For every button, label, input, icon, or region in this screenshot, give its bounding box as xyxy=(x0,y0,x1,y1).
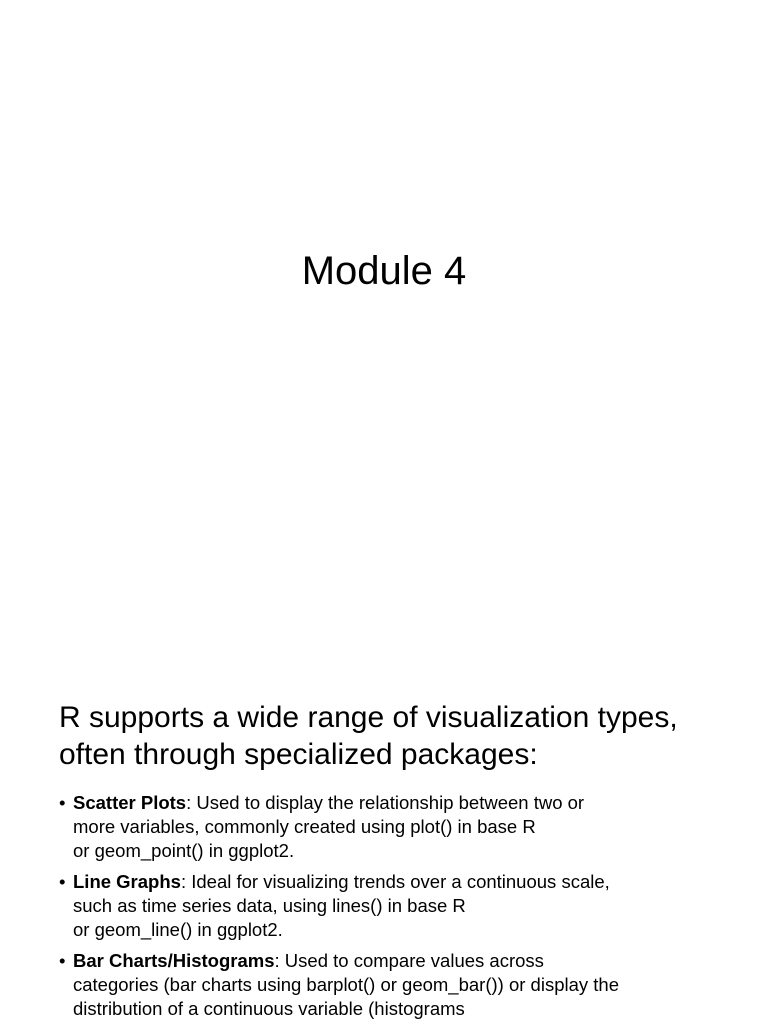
slide-title: Module 4 xyxy=(301,249,467,293)
bullet-item-scatter-plots xyxy=(59,791,739,863)
content-slide xyxy=(0,690,768,1024)
bullet-first-line xyxy=(73,791,739,815)
bullet-list xyxy=(59,791,739,1024)
bullet-text-line: such as time series data, using lines() in base R xyxy=(73,895,466,916)
bullet-text-line: more variables, commonly created using plot() in base R xyxy=(73,816,536,837)
bullet-item-bar-charts-histograms xyxy=(59,949,739,1021)
bullet-icon: • xyxy=(59,792,66,813)
bullet-term: Bar Charts/Histograms xyxy=(73,950,275,971)
bullet-icon: • xyxy=(59,950,66,971)
heading-line: often through specialized packages: xyxy=(59,738,538,771)
bullet-item-line-graphs xyxy=(59,870,739,942)
bullet-term: Line Graphs xyxy=(73,871,181,892)
bullet-term: Scatter Plots xyxy=(73,792,187,813)
heading-line: R supports a wide range of visualization types, xyxy=(59,701,678,734)
bullet-text: : Ideal for visualizing trends over a continuous scale, xyxy=(180,871,610,892)
bullet-text: : Used to compare values across xyxy=(274,950,544,971)
bullet-text-line: or geom_line() in ggplot2. xyxy=(73,919,283,940)
bullet-text-line: or geom_point() in ggplot2. xyxy=(73,840,295,861)
bullet-text-line: distribution of a continuous variable (histograms xyxy=(73,998,465,1019)
bullet-icon: • xyxy=(59,871,66,892)
bullet-text: : Used to display the relationship between two or xyxy=(186,792,585,813)
slide-heading xyxy=(59,699,739,773)
bullet-first-line xyxy=(73,949,739,973)
bullet-first-line xyxy=(73,870,739,894)
bullet-text-line: categories (bar charts using barplot() or geom_bar()) or display the xyxy=(73,974,619,995)
